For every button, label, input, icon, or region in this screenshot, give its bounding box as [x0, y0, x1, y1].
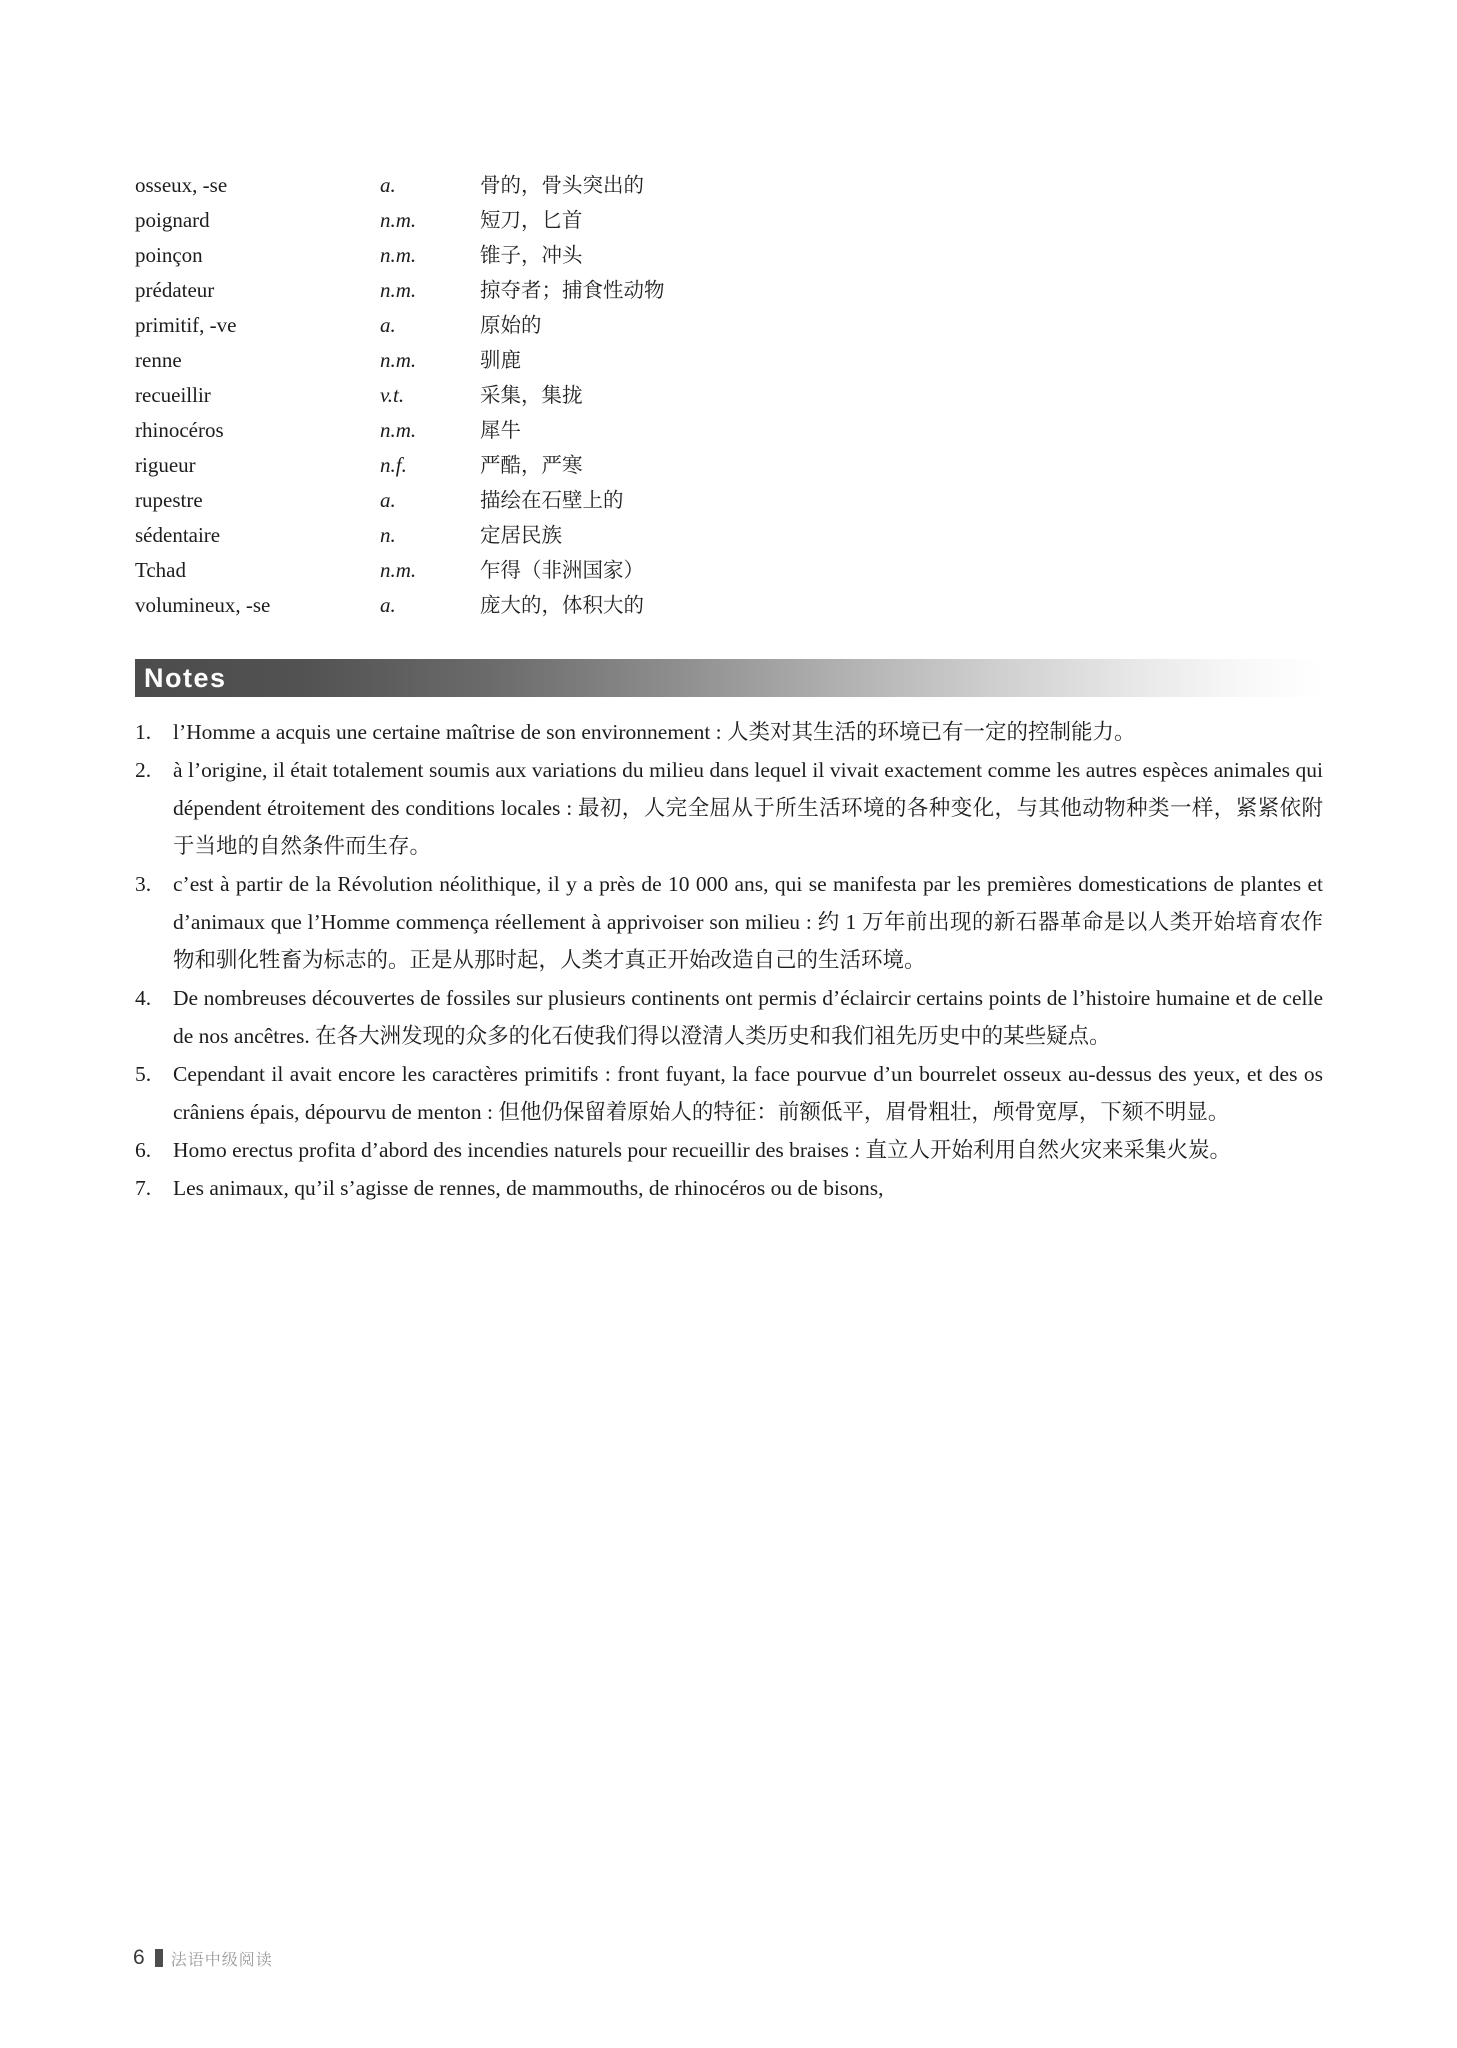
notes-section-title: Notes	[144, 662, 227, 693]
vocab-row	[135, 168, 1323, 203]
vocab-translation: 乍得（非洲国家）	[480, 559, 644, 582]
note-number: 3.	[135, 872, 152, 896]
vocab-pos: a.	[380, 173, 396, 197]
vocabulary-list	[135, 168, 1323, 623]
vocab-row	[135, 588, 1323, 623]
vocab-pos: n.m.	[380, 278, 417, 302]
vocab-word: recueillir	[135, 383, 211, 407]
vocab-row	[135, 343, 1323, 378]
notes-header-bar	[135, 659, 1323, 697]
vocab-translation: 采集，集拢	[480, 384, 583, 407]
vocab-pos: a.	[380, 488, 396, 512]
vocab-pos: n.m.	[380, 243, 417, 267]
note-number: 2.	[135, 758, 152, 782]
vocab-word: Tchad	[135, 558, 187, 582]
vocab-row	[135, 518, 1323, 553]
vocab-translation: 锥子，冲头	[480, 244, 583, 267]
note-text: De nombreuses découvertes de fossiles sur plusieurs continents ont permis d’éclaircir certains points de l’histoire humaine et de celle de nos ancêtres. 在各大洲发现的众多的化石使我们得以澄清人类历史和我们祖先历史中的某些疑点。	[173, 986, 1323, 1048]
note-item	[135, 979, 1323, 1055]
vocab-row	[135, 553, 1323, 588]
vocab-pos: v.t.	[380, 383, 405, 407]
vocab-translation: 原始的	[480, 314, 542, 337]
note-item	[135, 1169, 1323, 1207]
vocab-word: primitif, -ve	[135, 313, 237, 337]
vocab-pos: n.m.	[380, 208, 417, 232]
note-text: c’est à partir de la Révolution néolithique, il y a près de 10 000 ans, qui se manifesta par les premières domestications de plantes et d’animaux que l’Homme commença réellement à apprivoiser son milieu : 约 1 万年前出现的新石器革命是以人类开始培育农作物和驯化牲畜为标志的。正是从那时起，人类才真正开始改造自己的生活环境。	[173, 872, 1323, 972]
vocab-row	[135, 203, 1323, 238]
vocab-word: rigueur	[135, 453, 196, 477]
note-number: 5.	[135, 1062, 152, 1086]
vocab-translation: 庞大的，体积大的	[480, 594, 644, 617]
vocab-translation: 驯鹿	[480, 349, 521, 372]
vocab-row	[135, 308, 1323, 343]
vocab-word: rhinocéros	[135, 418, 224, 442]
vocab-word: prédateur	[135, 278, 215, 302]
vocab-word: sédentaire	[135, 523, 221, 547]
vocab-row	[135, 273, 1323, 308]
page-content	[135, 0, 1323, 1207]
vocab-word: poinçon	[135, 243, 203, 267]
note-text: Cependant il avait encore les caractères primitifs : front fuyant, la face pourvue d’un bourrelet osseux au-dessus des yeux, et des os crâniens épais, dépourvu de menton : 但他仍保留着原始人的特征：前额低平，眉骨粗壮，颅骨宽厚，下颏不明显。	[173, 1062, 1323, 1124]
note-item	[135, 713, 1323, 751]
note-text: Homo erectus profita d’abord des incendies naturels pour recueillir des braises : 直立人开始利用自然火灾来采集火炭。	[173, 1138, 1232, 1162]
notes-list	[135, 713, 1323, 1207]
vocab-word: poignard	[135, 208, 210, 232]
vocab-translation: 骨的，骨头突出的	[480, 174, 644, 197]
vocab-word: renne	[135, 348, 182, 372]
vocab-pos: n.f.	[380, 453, 407, 477]
note-text: à l’origine, il était totalement soumis aux variations du milieu dans lequel il vivait exactement comme les autres espèces animales qui dépendent étroitement des conditions locales : 最初，人完全屈从于所生活环境的各种变化，与其他动物种类一样，紧紧依附于当地的自然条件而生存。	[173, 758, 1323, 858]
vocab-row	[135, 378, 1323, 413]
note-number: 7.	[135, 1176, 152, 1200]
vocab-row	[135, 413, 1323, 448]
vocab-word: osseux, -se	[135, 173, 228, 197]
note-item	[135, 1131, 1323, 1169]
vocab-row	[135, 483, 1323, 518]
vocab-pos: n.	[380, 523, 396, 547]
note-item	[135, 865, 1323, 979]
note-number: 4.	[135, 986, 152, 1010]
vocab-word: volumineux, -se	[135, 593, 271, 617]
vocab-translation: 短刀，匕首	[480, 209, 583, 232]
vocab-translation: 严酷，严寒	[480, 454, 583, 477]
vocab-translation: 描绘在石壁上的	[480, 489, 624, 512]
vocab-word: rupestre	[135, 488, 203, 512]
note-item	[135, 751, 1323, 865]
vocab-pos: n.m.	[380, 348, 417, 372]
page-number: 6	[133, 1946, 145, 1969]
note-text: Les animaux, qu’il s’agisse de rennes, de mammouths, de rhinocéros ou de bisons,	[173, 1176, 884, 1200]
vocab-pos: a.	[380, 593, 396, 617]
note-number: 1.	[135, 720, 152, 744]
vocab-translation: 犀牛	[480, 419, 521, 442]
book-title: 法语中级阅读	[170, 1951, 273, 1969]
footer-divider	[155, 1949, 163, 1967]
vocab-row	[135, 448, 1323, 483]
note-text: l’Homme a acquis une certaine maîtrise de son environnement : 人类对其生活的环境已有一定的控制能力。	[173, 720, 1136, 744]
vocab-row	[135, 238, 1323, 273]
vocab-translation: 掠夺者；捕食性动物	[480, 279, 665, 302]
vocab-pos: a.	[380, 313, 396, 337]
note-item	[135, 1055, 1323, 1131]
vocab-pos: n.m.	[380, 418, 417, 442]
page-footer	[133, 1946, 273, 1970]
note-number: 6.	[135, 1138, 152, 1162]
vocab-pos: n.m.	[380, 558, 417, 582]
vocab-translation: 定居民族	[480, 524, 562, 547]
